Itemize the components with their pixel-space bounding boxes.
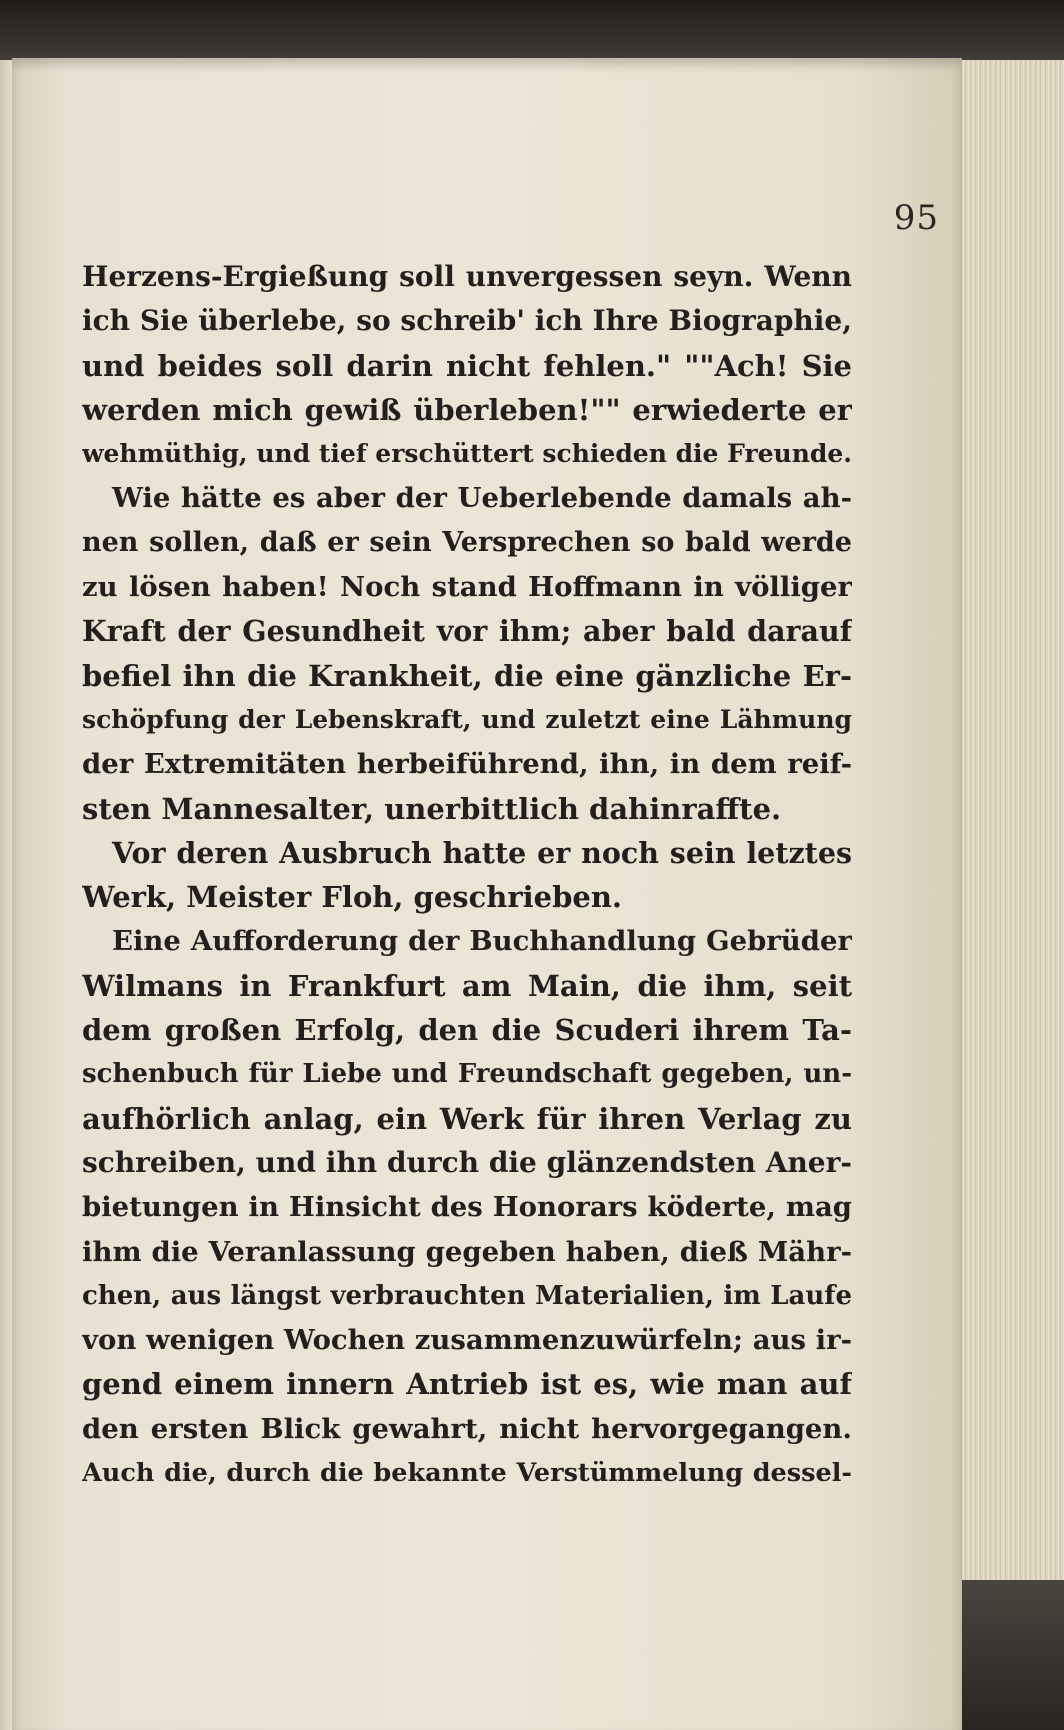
text-line: bietungen in Hinsicht des Honorars köderte, mag (82, 1191, 852, 1224)
text-line: ich Sie überlebe, so schreib' ich Ihre Biographie, (82, 304, 852, 338)
text-line: befiel ihn die Krankheit, die eine gänzliche Er- (82, 658, 852, 693)
text-line: schöpfung der Lebenskraft, und zuletzt eine Lähmung (82, 704, 852, 734)
text-line: werden mich gewiß überleben!"" erwiederte er (82, 392, 852, 427)
page-stack-edges (962, 60, 1064, 1580)
book-cover-corner (962, 1580, 1064, 1730)
text-line: schenbuch für Liebe und Freundschaft gegeben, un- (82, 1059, 852, 1090)
text-line: Werk, Meister Floh, geschrieben. (82, 880, 623, 915)
text-line: Wie hätte es aber der Ueberlebende damals ah- (112, 482, 852, 515)
text-line: Wilmans in Frankfurt am Main, die ihm, seit (82, 968, 852, 1003)
text-line: aufhörlich anlag, ein Werk für ihren Verlag zu (82, 1101, 852, 1136)
text-line: Auch die, durch die bekannte Verstümmelung dessel- (82, 1458, 852, 1489)
text-line: Kraft der Gesundheit vor ihm; aber bald darauf (82, 614, 852, 649)
text-line: Herzens-Ergießung soll unvergessen seyn. Wenn (82, 260, 852, 293)
body-text (82, 255, 852, 1495)
text-line: chen, aus längst verbrauchten Materialien, im Laufe (82, 1280, 852, 1311)
text-line: nen sollen, daß er sein Versprechen so bald werde (82, 526, 852, 558)
text-line: ihm die Veranlassung gegeben haben, dieß Mähr- (82, 1235, 852, 1268)
text-line: schreiben, und ihn durch die glänzendsten Aner- (82, 1145, 852, 1179)
text-line: zu lösen haben! Noch stand Hoffmann in völliger (82, 571, 852, 604)
text-line: wehmüthig, und tief erschüttert schieden die Freunde. (82, 439, 852, 469)
text-line: gend einem innern Antrieb ist es, wie man auf (82, 1367, 852, 1402)
text-line: der Extremitäten herbeiführend, ihn, in dem reif- (82, 748, 852, 781)
text-line: Eine Aufforderung der Buchhandlung Gebrüder (112, 925, 852, 958)
text-line: dem großen Erfolg, den die Scuderi ihrem Ta- (82, 1013, 852, 1048)
text-line: den ersten Blick gewahrt, nicht hervorgegangen. (82, 1412, 852, 1445)
text-line: sten Mannesalter, unerbittlich dahinraffte. (82, 791, 782, 826)
text-line: und beides soll darin nicht fehlen." ""Ach! Sie (82, 348, 852, 383)
page-number: 95 (893, 198, 939, 238)
text-line: von wenigen Wochen zusammenzuwürfeln; aus ir- (82, 1324, 852, 1357)
text-line: Vor deren Ausbruch hatte er noch sein letztes (112, 835, 852, 870)
